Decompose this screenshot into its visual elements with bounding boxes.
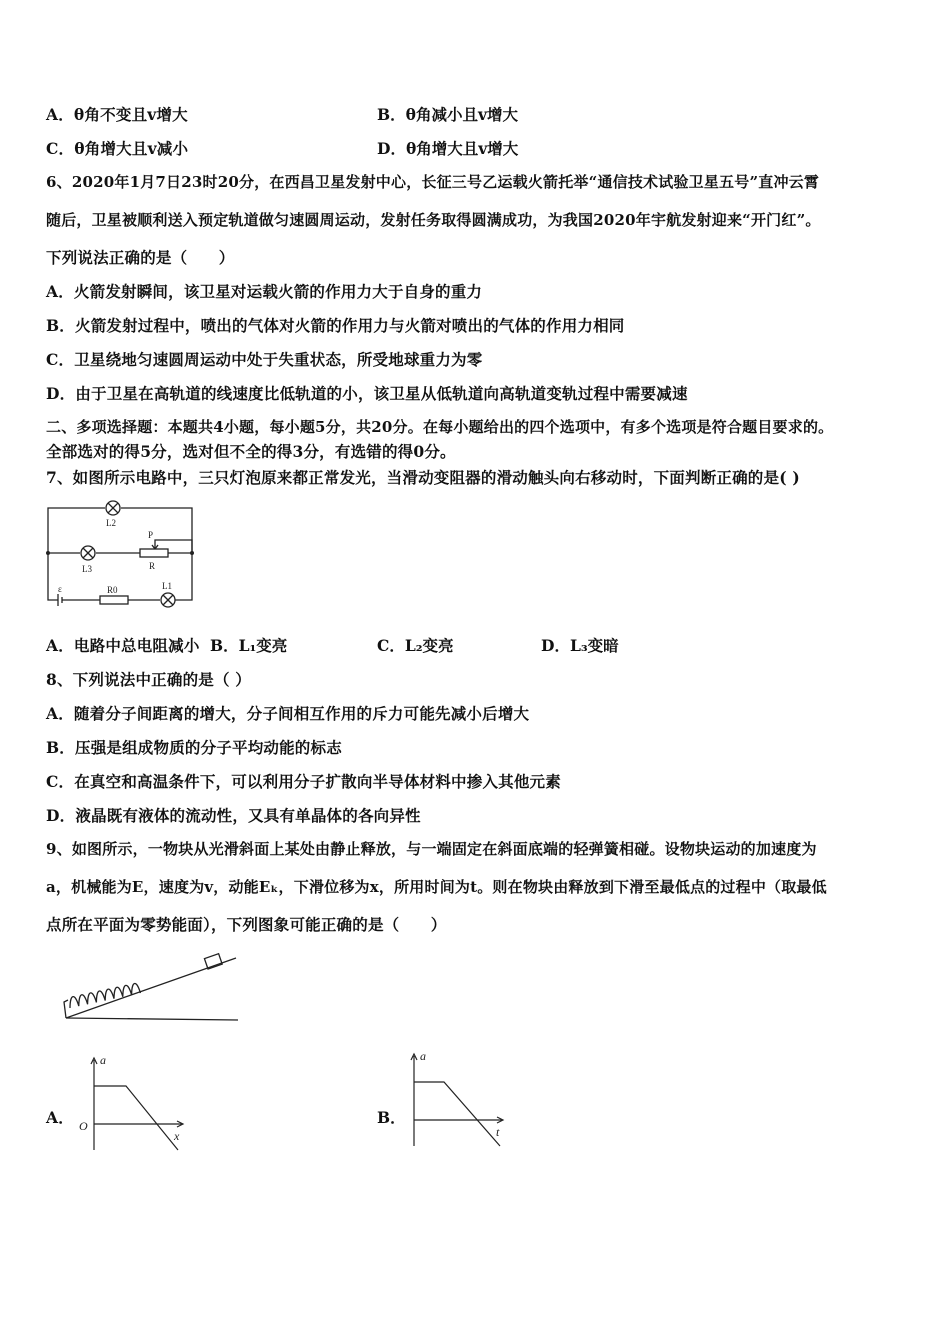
label-r: R xyxy=(149,561,156,571)
q8-option-c: C．在真空和高温条件下，可以利用分子扩散向半导体材料中掺入其他元素 xyxy=(46,772,561,791)
q6-stem-line3: 下列说法正确的是（ ） xyxy=(46,248,235,267)
q7-option-c: C．L₂变亮 xyxy=(377,636,454,655)
q7-option-d: D．L₃变暗 xyxy=(541,636,619,655)
q9-graph-b xyxy=(394,1046,514,1151)
q5-option-b: B．θ角减小且v增大 xyxy=(377,105,518,124)
section2-line1: 二、多项选择题：本题共4小题，每小题5分，共20分。在每小题给出的四个选项中，有多个选项是符合题目要求的。 xyxy=(46,418,834,436)
q9-incline-diagram xyxy=(58,952,248,1027)
q9-graph-a xyxy=(74,1050,194,1155)
q9-stem-line3: 点所在平面为零势能面），下列图象可能正确的是（ ） xyxy=(46,915,447,934)
label-emf: ε xyxy=(58,584,62,594)
q6-stem-line1: 6、2020年1月7日23时20分，在西昌卫星发射中心，长征三号乙运载火箭托举“通信技术试验卫星五号”直冲云霄 xyxy=(46,173,820,191)
label-l1: L1 xyxy=(162,581,172,591)
graph-b-x-label: t xyxy=(496,1125,500,1139)
graph-a-x-label: x xyxy=(174,1129,180,1143)
q8-option-d: D．液晶既有液体的流动性，又具有单晶体的各向异性 xyxy=(46,806,421,825)
q5-option-c: C．θ角增大且v减小 xyxy=(46,139,189,158)
q6-option-a: A．火箭发射瞬间，该卫星对运载火箭的作用力大于自身的重力 xyxy=(46,282,483,301)
q8-stem: 8、下列说法中正确的是（ ） xyxy=(46,670,251,689)
q7-stem: 7、如图所示电路中，三只灯泡原来都正常发光，当滑动变阻器的滑动触头向右移动时，下面判断正确的是( ) xyxy=(46,468,800,487)
label-r0: R0 xyxy=(107,585,118,595)
graph-a-y-label: a xyxy=(100,1053,106,1067)
q6-stem-line2: 随后，卫星被顺利送入预定轨道做匀速圆周运动，发射任务取得圆满成功，为我国2020年宇航发射迎来“开门红”。 xyxy=(46,211,821,229)
q8-option-b: B．压强是组成物质的分子平均动能的标志 xyxy=(46,738,342,757)
q7-option-a: A．电路中总电阻减小 xyxy=(46,636,200,655)
label-p: P xyxy=(148,530,154,540)
q8-option-a: A．随着分子间距离的增大，分子间相互作用的斥力可能先减小后增大 xyxy=(46,704,530,723)
q7-option-b: B．L₁变亮 xyxy=(210,636,288,655)
graph-a-origin: O xyxy=(79,1119,88,1133)
q9-stem-line1: 9、如图所示，一物块从光滑斜面上某处由静止释放，与一端固定在斜面底端的轻弹簧相碰。设物块运动的加速度为 xyxy=(46,840,817,858)
q6-option-c: C．卫星绕地匀速圆周运动中处于失重状态，所受地球重力为零 xyxy=(46,350,483,369)
q9-option-b-label: B． xyxy=(377,1108,406,1127)
q6-option-b: B．火箭发射过程中，喷出的气体对火箭的作用力与火箭对喷出的气体的作用力相同 xyxy=(46,316,625,335)
label-l3: L3 xyxy=(82,564,92,574)
q5-option-a: A．θ角不变且v增大 xyxy=(46,105,188,124)
q6-option-d: D．由于卫星在高轨道的线速度比低轨道的小，该卫星从低轨道向高轨道变轨过程中需要减速 xyxy=(46,384,688,403)
q7-circuit-diagram xyxy=(40,496,205,611)
graph-b-y-label: a xyxy=(420,1049,426,1063)
q9-option-a-label: A． xyxy=(46,1108,74,1127)
q5-option-d: D．θ角增大且v增大 xyxy=(377,139,519,158)
q9-stem-line2: a，机械能为E，速度为v，动能Eₖ，下滑位移为x，所用时间为t。则在物块由释放到下滑至最低点的过程中（取最低 xyxy=(46,878,827,896)
section2-line2: 全部选对的得5分，选对但不全的得3分，有选错的得0分。 xyxy=(46,442,456,461)
label-l2: L2 xyxy=(106,518,116,528)
